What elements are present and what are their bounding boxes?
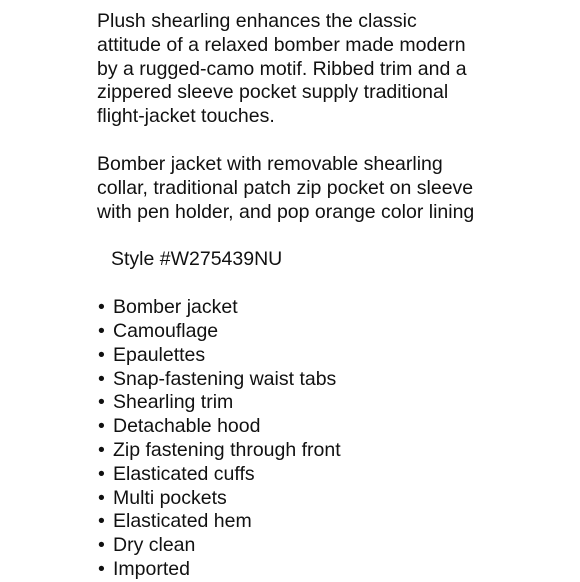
bullet-icon: • — [98, 391, 105, 414]
description-line: Plush shearling enhances the classic — [97, 10, 417, 32]
feature-label: Epaulettes — [113, 343, 206, 366]
feature-label: Dry clean — [113, 534, 196, 557]
feature-label: Zip fastening through front — [113, 438, 341, 461]
bullet-icon: • — [98, 415, 105, 438]
description-line: by a rugged-camo motif. Ribbed trim and a — [97, 57, 467, 80]
bullet-icon: • — [98, 510, 105, 533]
feature-item — [97, 534, 567, 558]
feature-label: Shearling trim — [113, 391, 234, 414]
feature-item — [97, 368, 567, 392]
description-line: Bomber jacket with removable shearling — [97, 152, 443, 175]
bullet-icon: • — [98, 343, 105, 366]
description-paragraph-1 — [97, 10, 567, 129]
feature-label: Elasticated cuffs — [113, 462, 255, 485]
feature-item — [97, 510, 567, 534]
description-line: flight-jacket touches. — [97, 105, 275, 128]
bullet-icon: • — [98, 557, 105, 580]
bullet-icon: • — [98, 486, 105, 509]
feature-item — [97, 391, 567, 415]
style-number: Style #W275439NU — [111, 248, 283, 271]
bullet-icon: • — [98, 319, 105, 342]
description-line: collar, traditional patch zip pocket on sleeve — [97, 176, 474, 199]
bullet-icon: • — [98, 462, 105, 485]
product-description — [97, 10, 567, 582]
feature-label: Camouflage — [113, 319, 219, 342]
bullet-icon: • — [98, 367, 105, 390]
feature-item — [97, 487, 567, 511]
feature-label: Snap-fastening waist tabs — [113, 367, 337, 390]
feature-label: Detachable hood — [113, 415, 261, 438]
feature-item — [97, 439, 567, 463]
feature-label: Multi pockets — [113, 486, 227, 509]
description-line: zippered sleeve pocket supply traditional — [97, 81, 449, 104]
feature-item — [97, 344, 567, 368]
description-paragraph-2 — [97, 153, 567, 224]
feature-item — [97, 415, 567, 439]
feature-item — [97, 558, 567, 582]
bullet-icon: • — [98, 296, 105, 319]
bullet-icon: • — [98, 534, 105, 557]
feature-item — [97, 320, 567, 344]
description-line: with pen holder, and pop orange color lining — [97, 200, 475, 223]
description-line: attitude of a relaxed bomber made modern — [97, 33, 466, 56]
feature-label: Bomber jacket — [113, 296, 238, 319]
feature-list — [97, 296, 567, 582]
feature-item — [97, 296, 567, 320]
feature-label: Elasticated hem — [113, 510, 252, 533]
bullet-icon: • — [98, 438, 105, 461]
feature-label: Imported — [113, 557, 190, 580]
feature-item — [97, 463, 567, 487]
